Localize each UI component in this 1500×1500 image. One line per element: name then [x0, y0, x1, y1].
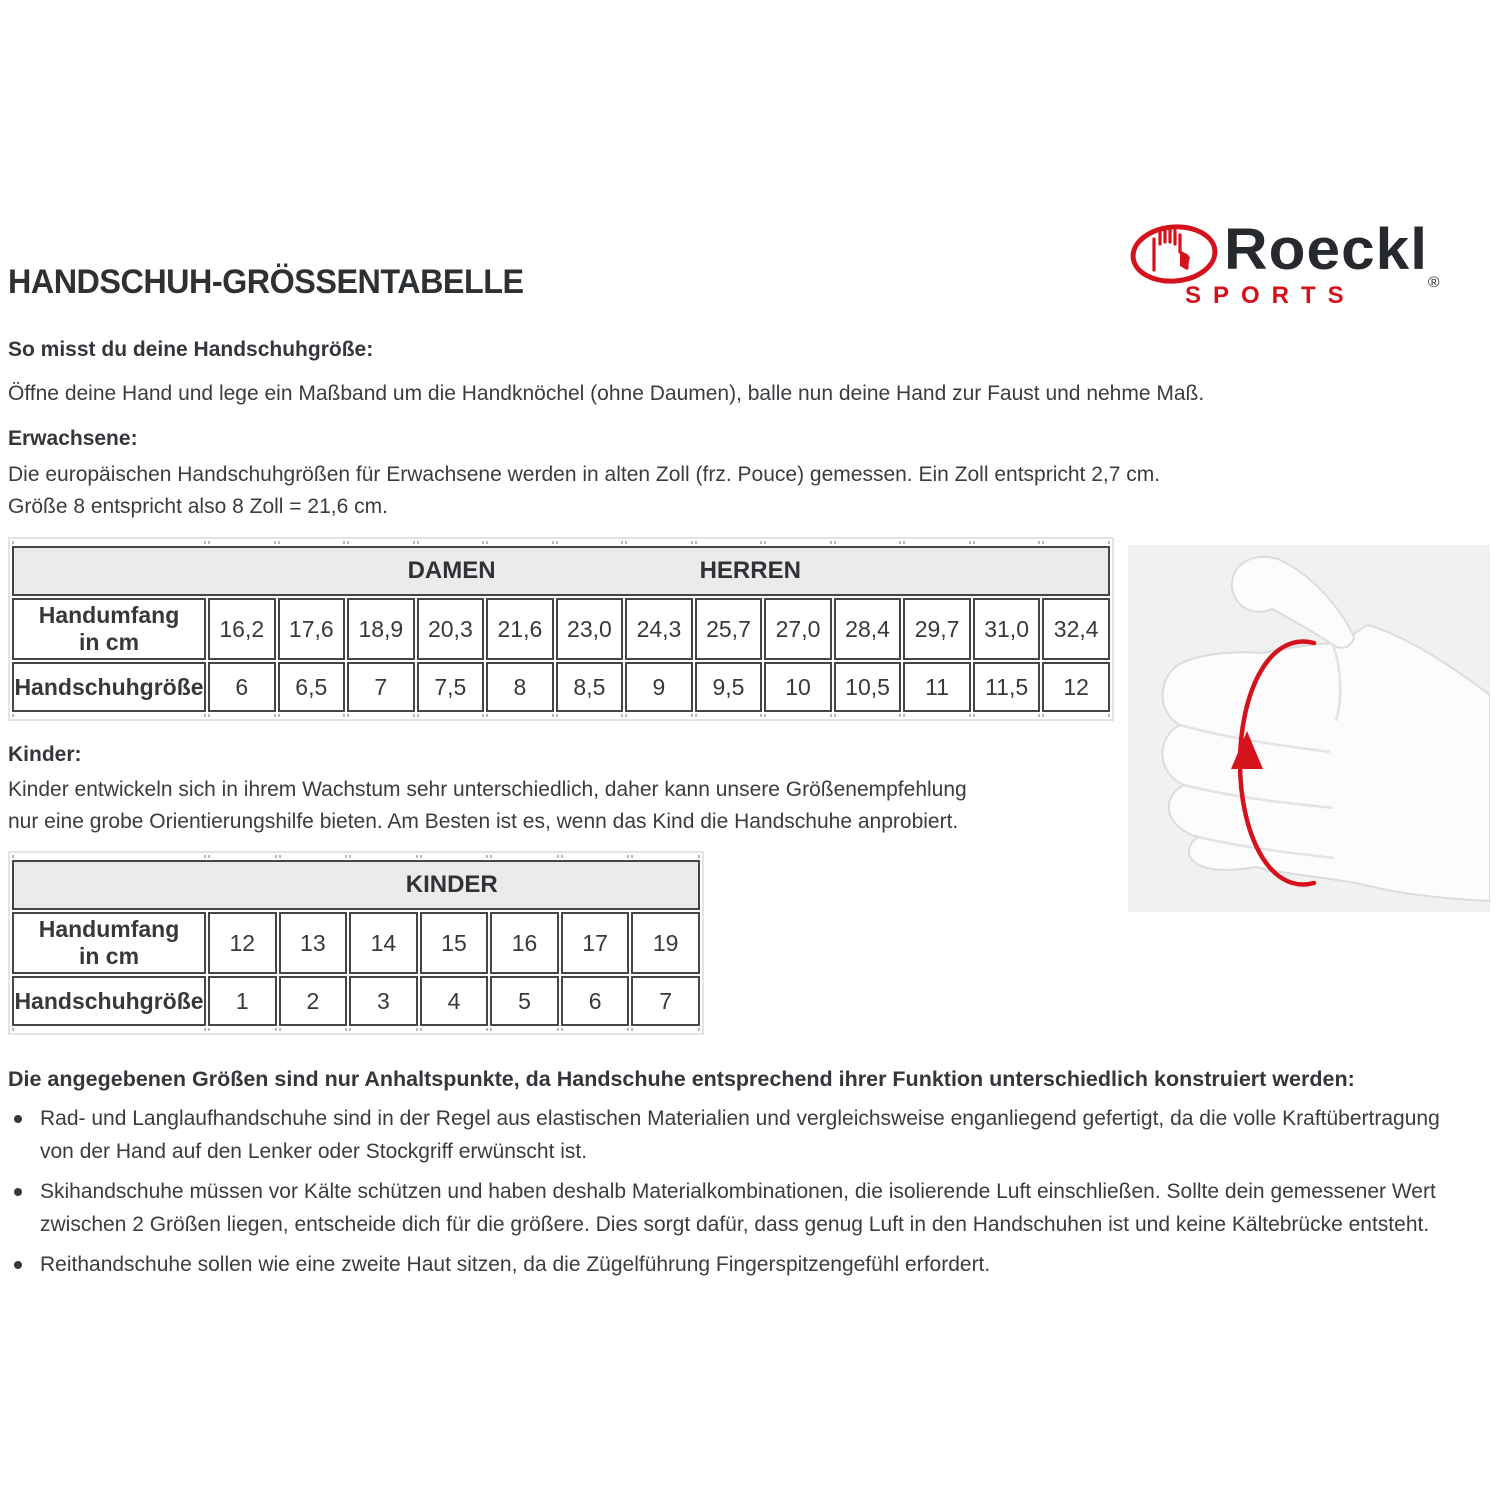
table-cell: 27,0 [764, 598, 832, 660]
table-cell: 21,6 [486, 598, 554, 660]
table-cell: 16,2 [208, 598, 276, 660]
adult-sizes-row [12, 662, 1110, 712]
hand-measurement-figure [1128, 545, 1490, 912]
size-row-label: Handschuhgröße [12, 662, 206, 712]
kids-heading: Kinder: [8, 743, 82, 766]
notes-bullet-list [8, 1102, 1464, 1288]
logo-brand-text: Roeckl$_®$ [1224, 217, 1440, 291]
registered-mark: ® [1428, 274, 1440, 291]
table-cell: 23,0 [556, 598, 624, 660]
table-bottom-ticks [12, 714, 1110, 717]
table-cell: 32,4 [1042, 598, 1110, 660]
table-cell: 4 [420, 976, 489, 1026]
herren-group-label: HERREN [699, 557, 801, 584]
table-cell: 29,7 [903, 598, 971, 660]
list-item: Skihandschuhe müssen vor Kälte schützen und haben deshalb Materialkombinationen, die isolierende Luft einschließen. Sollte dein gemessener Wert zwischen 2 Größen liegen, entscheide dich für die größere. Dies sorgt dafür, dass genug Luft in den Handschuhen ist und keine Kältebrücke entsteht. [8, 1175, 1464, 1241]
table-cell: 11 [903, 662, 971, 712]
table-cell: 15 [420, 912, 489, 974]
kids-circumference-row [12, 912, 700, 974]
table-cell: 18,9 [347, 598, 415, 660]
adults-text-line2: Größe 8 entspricht also 8 Zoll = 21,6 cm. [8, 495, 388, 518]
kids-text-line2: nur eine grobe Orientierungshilfe bieten. Am Besten ist es, wenn das Kind die Handschuhe anprobiert. [8, 810, 959, 833]
table-cell: 8 [486, 662, 554, 712]
list-item: Rad- und Langlaufhandschuhe sind in der Regel aus elastischen Materialien und vergleichsweise enganliegend gefertigt, da die volle Kraftübertragung von der Hand auf den Lenker oder Stockgriff erwünscht ist. [8, 1102, 1464, 1168]
table-cell: 6 [208, 662, 276, 712]
table-cell: 19 [631, 912, 700, 974]
table-cell: 17 [561, 912, 630, 974]
table-cell: 25,7 [695, 598, 763, 660]
table-cell: 20,3 [417, 598, 485, 660]
roeckl-logo [1128, 217, 1494, 318]
table-cell: 16 [490, 912, 559, 974]
list-item: Reithandschuhe sollen wie eine zweite Haut sitzen, da die Zügelführung Fingerspitzengefühl erfordert. [8, 1248, 1464, 1281]
table-cell: 3 [349, 976, 418, 1026]
table-top-ticks [12, 541, 1110, 544]
damen-group-label: DAMEN [407, 557, 496, 584]
logo-sports-text: SPORTS [1185, 282, 1356, 309]
circumference-row-label: Handumfang in cm [12, 598, 206, 660]
table-cell: 17,6 [278, 598, 346, 660]
adult-group-header-row [12, 546, 1110, 596]
table-cell: 28,4 [834, 598, 902, 660]
table-cell: 8,5 [556, 662, 624, 712]
kids-size-table [8, 851, 704, 1035]
kids-sizes-row [12, 976, 700, 1026]
glove-ellipse-icon [1130, 222, 1220, 288]
table-cell: 11,5 [973, 662, 1041, 712]
measure-instruction-heading: So misst du deine Handschuhgröße: [8, 338, 374, 361]
measure-instruction-text: Öffne deine Hand und lege ein Maßband um die Handknöchel (ohne Daumen), balle nun deine Hand zur Faust und nehme Maß. [8, 382, 1205, 405]
page-title: HANDSCHUH-GRÖSSENTABELLE [8, 263, 524, 301]
table-cell: 24,3 [625, 598, 693, 660]
adults-text-line1: Die europäischen Handschuhgrößen für Erwachsene werden in alten Zoll (frz. Pouce) gemessen. Ein Zoll entspricht 2,7 cm. [8, 463, 1161, 486]
table-cell: 12 [208, 912, 277, 974]
table-cell: 5 [490, 976, 559, 1026]
table-cell: 7 [631, 976, 700, 1026]
adults-heading: Erwachsene: [8, 427, 138, 450]
adult-circumference-row [12, 598, 1110, 660]
notes-heading: Die angegebenen Größen sind nur Anhaltspunkte, da Handschuhe entsprechend ihrer Funktion unterschiedlich konstruiert werden: [8, 1067, 1355, 1091]
kinder-group-label: KINDER [405, 871, 498, 898]
adult-size-table [8, 537, 1114, 721]
table-cell: 2 [279, 976, 348, 1026]
table-cell: 7,5 [417, 662, 485, 712]
table-top-ticks [12, 855, 700, 858]
table-cell: 9,5 [695, 662, 763, 712]
table-cell: 31,0 [973, 598, 1041, 660]
table-cell: 12 [1042, 662, 1110, 712]
table-bottom-ticks [12, 1028, 700, 1031]
table-cell: 9 [625, 662, 693, 712]
table-cell: 10 [764, 662, 832, 712]
size-row-label: Handschuhgröße [12, 976, 206, 1026]
table-cell: 1 [208, 976, 277, 1026]
table-cell: 13 [279, 912, 348, 974]
hand-silhouette [1162, 625, 1490, 901]
table-cell: 14 [349, 912, 418, 974]
kids-group-header-row [12, 860, 700, 910]
table-cell: 10,5 [834, 662, 902, 712]
circumference-row-label: Handumfang in cm [12, 912, 206, 974]
table-cell: 7 [347, 662, 415, 712]
table-cell: 6,5 [278, 662, 346, 712]
kids-text-line1: Kinder entwickeln sich in ihrem Wachstum sehr unterschiedlich, daher kann unsere Größenempfehlung [8, 778, 967, 801]
table-cell: 6 [561, 976, 630, 1026]
